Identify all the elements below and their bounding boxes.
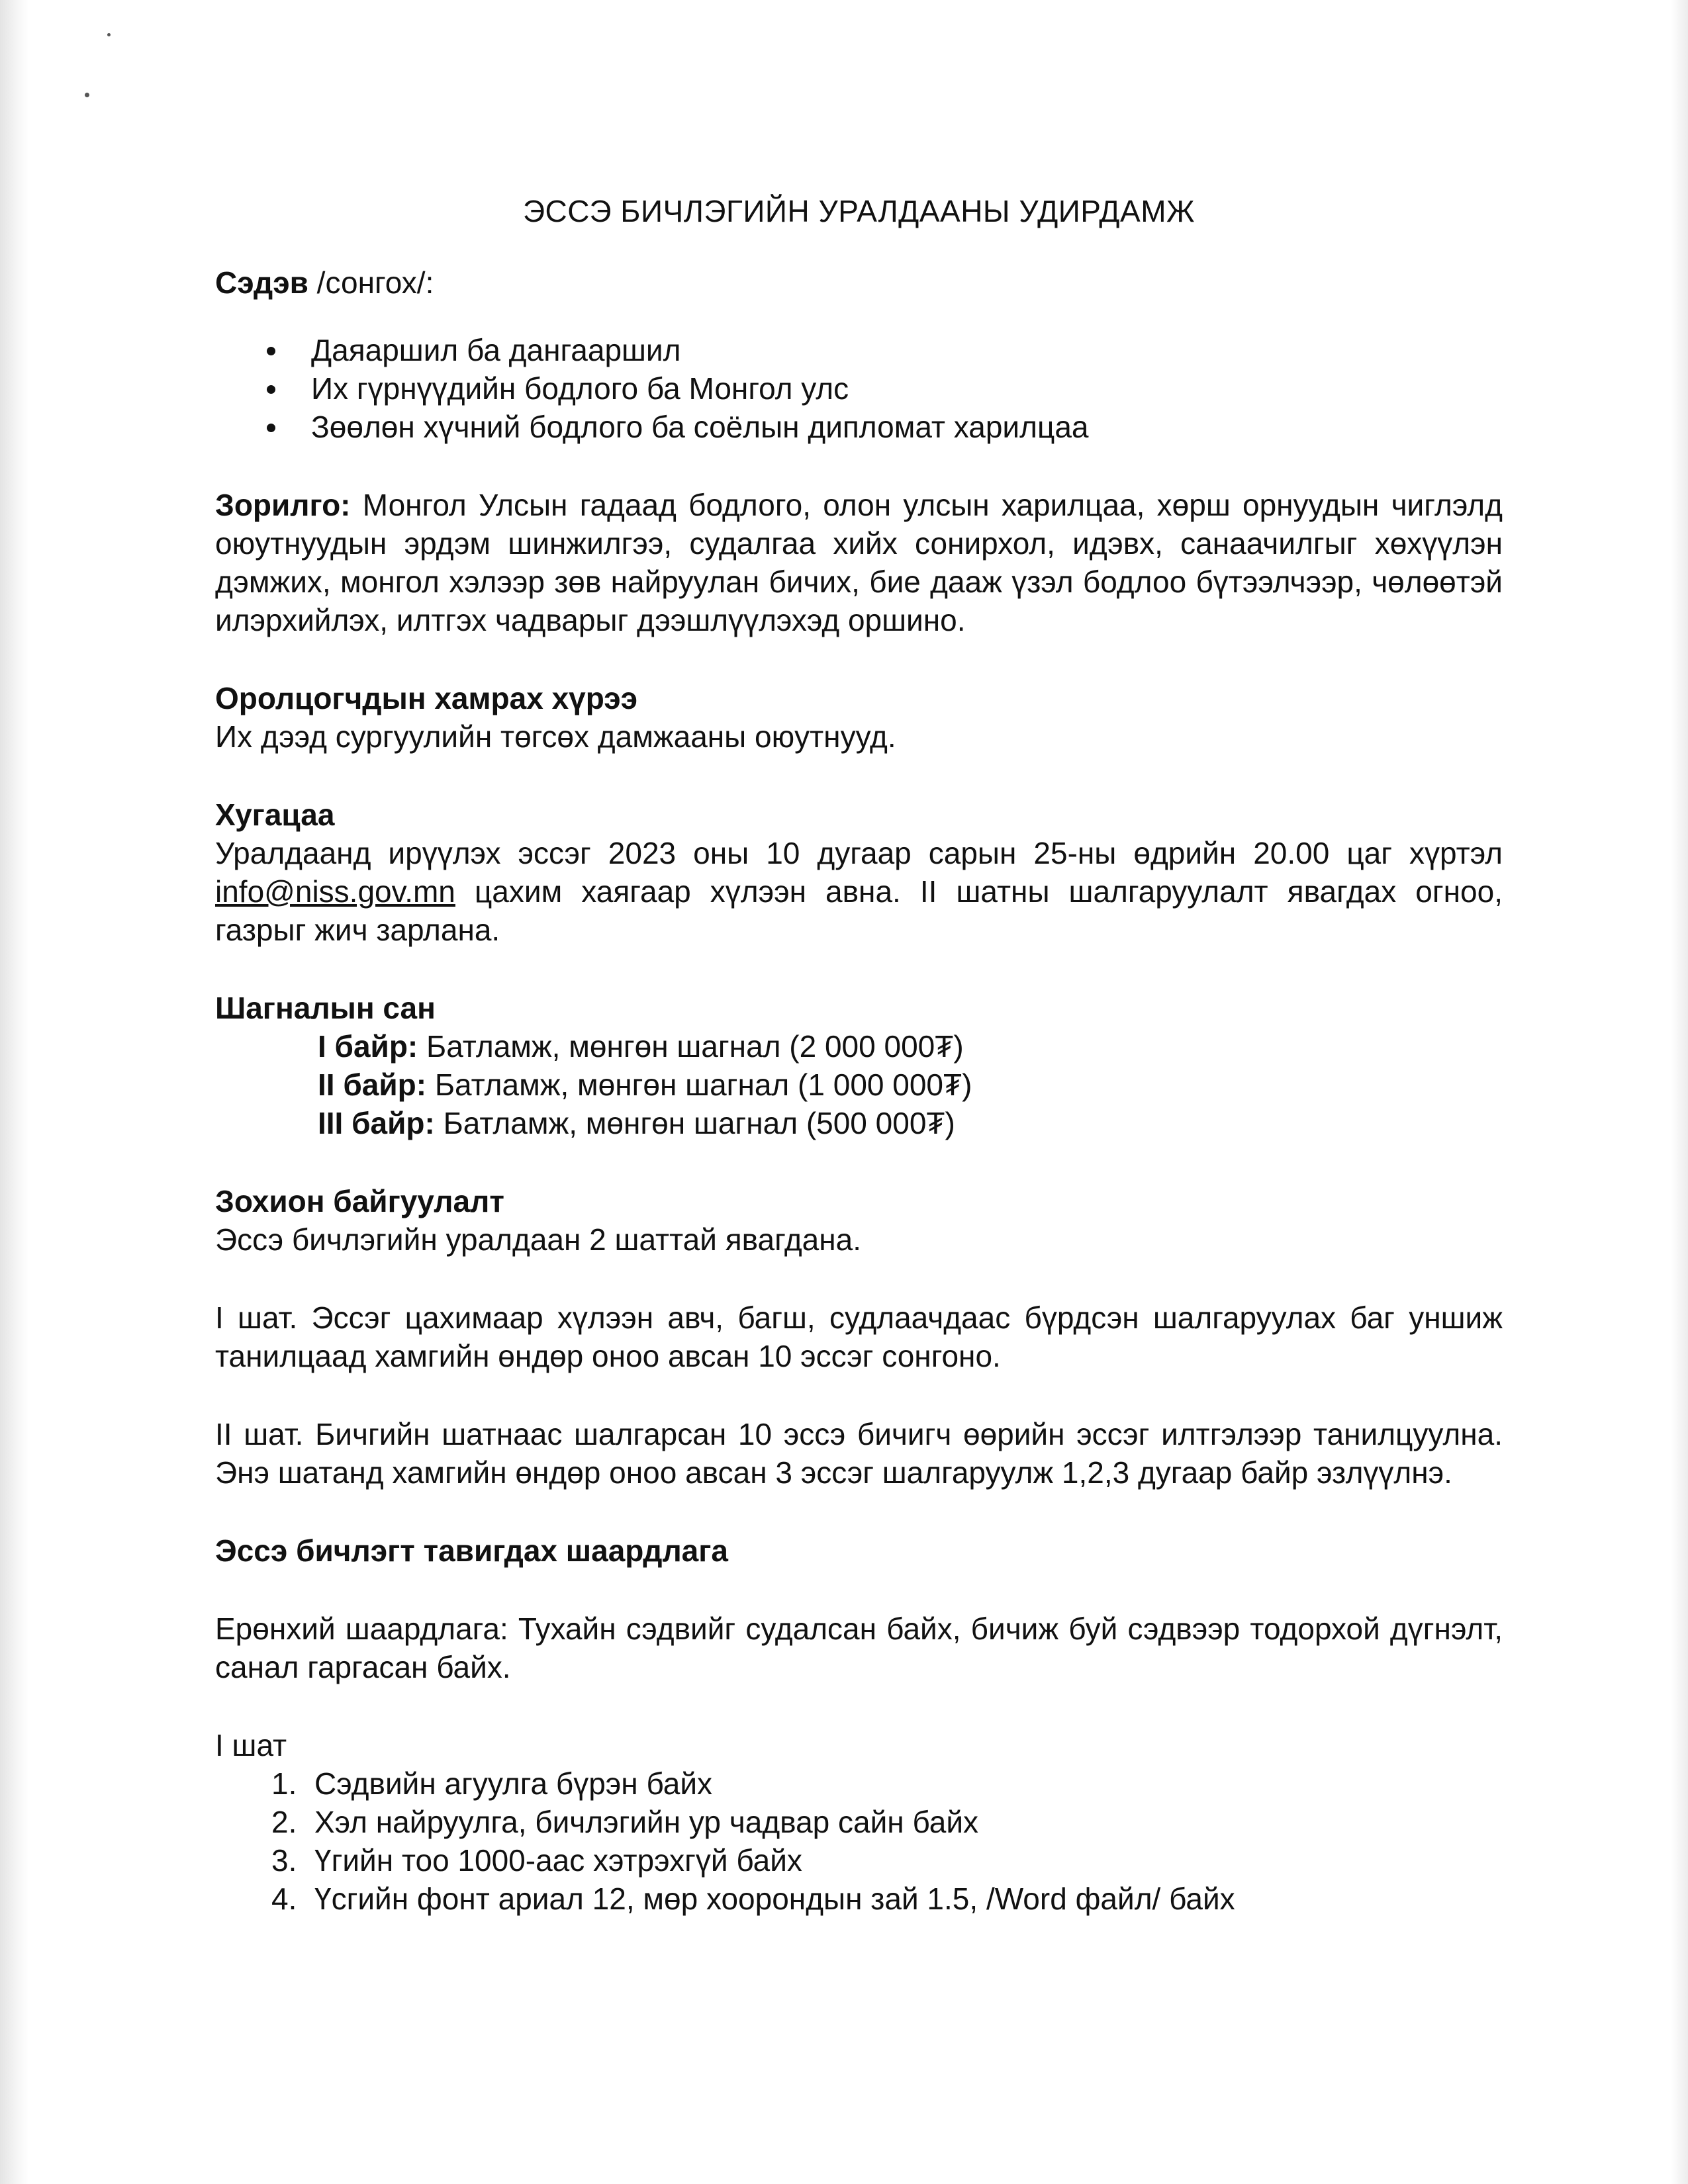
topic-item: Их гүрнүүдийн бодлого ба Монгол улс <box>215 369 1503 408</box>
requirement-text: Хэл найруулга, бичлэгийн ур чадвар сайн байх <box>314 1805 979 1839</box>
requirement-number: 2. <box>271 1805 297 1839</box>
scan-speck <box>107 33 111 36</box>
deadline-section <box>215 796 1503 949</box>
requirement-text: Үсгийн фонт ариал 12, мөр хоорондын зай 1.5, /Word файл/ байх <box>314 1882 1235 1916</box>
prize-list <box>215 1027 1503 1142</box>
prizes-section <box>215 989 1503 1142</box>
prize-desc: Батламж, мөнгөн шагнал (500 000₮) <box>434 1106 955 1140</box>
goal-label: Зорилго: <box>215 488 351 522</box>
requirement-item <box>215 1764 1503 1803</box>
document-title: ЭССЭ БИЧЛЭГИЙН УРАЛДААНЫ УДИРДАМЖ <box>522 194 1196 228</box>
scan-shadow-right <box>1671 0 1688 2184</box>
prize-row <box>318 1027 1503 1066</box>
topic-suffix: /сонгох/: <box>308 265 434 300</box>
topic-item: Зөөлөн хүчний бодлого ба соёлын дипломат харилцаа <box>215 408 1503 446</box>
email-link[interactable]: info@niss.gov.mn <box>215 874 455 909</box>
requirement-text: Үгийн тоо 1000-аас хэтрэхгүй байх <box>314 1843 802 1878</box>
prizes-heading: Шагналын сан <box>215 991 436 1025</box>
requirements-section <box>215 1531 1503 1918</box>
prize-place: II байр: <box>318 1068 427 1102</box>
document-content <box>215 192 1503 1918</box>
requirement-item <box>215 1803 1503 1841</box>
requirement-number: 4. <box>271 1882 297 1916</box>
stage2-text: II шат. Бичгийн шатнаас шалгарсан 10 эссэ бичигч өөрийн эссэг илтгэлээр танилцуулна. Энэ шатанд хамгийн өндөр оноо авсан 3 эссэг шалгаруулж 1,2,3 дугаар байр эзлүүлнэ. <box>215 1417 1503 1490</box>
requirements-general: Ерөнхий шаардлага: Тухайн сэдвийг судалсан байх, бичиж буй сэдвээр тодорхой дүгнэлт, санал гаргасан байх. <box>215 1612 1503 1684</box>
requirement-number: 1. <box>271 1766 297 1801</box>
prize-place: I байр: <box>318 1029 418 1064</box>
requirements-heading: Эссэ бичлэгт тавигдах шаардлага <box>215 1533 728 1568</box>
deadline-text-before: Уралдаанд ирүүлэх эссэг 2023 оны 10 дугаар сарын 25-ны өдрийн 20.00 цаг хүртэл <box>215 836 1503 870</box>
prize-row <box>318 1104 1503 1142</box>
organization-heading: Зохион байгуулалт <box>215 1184 504 1218</box>
participants-text: Их дээд сургуулийн төгсөх дамжааны оюутнууд. <box>215 719 896 754</box>
goal-paragraph <box>215 486 1503 639</box>
participants-heading: Оролцогчдын хамрах хүрээ <box>215 681 638 715</box>
topic-list <box>215 331 1503 446</box>
participants-section <box>215 679 1503 756</box>
prize-desc: Батламж, мөнгөн шагнал (2 000 000₮) <box>418 1029 964 1064</box>
topic-item: Даяаршил ба дангааршил <box>215 331 1503 369</box>
requirement-item <box>215 1841 1503 1880</box>
requirements-list <box>215 1764 1503 1918</box>
scan-shadow-left <box>0 0 29 2184</box>
prize-desc: Батламж, мөнгөн шагнал (1 000 000₮) <box>426 1068 972 1102</box>
topic-label: Сэдэв <box>215 265 308 300</box>
deadline-text-after: цахим хаягаар хүлээн авна. II шатны шалгаруулалт явагдах огноо, газрыг жич зарлана. <box>215 874 1503 947</box>
prize-row <box>318 1066 1503 1104</box>
topic-line <box>215 263 1503 302</box>
stage1-text: I шат. Эссэг цахимаар хүлээн авч, багш, судлаачдаас бүрдсэн шалгаруулах баг уншиж танилцаад хамгийн өндөр оноо авсан 10 эссэг сонгоно. <box>215 1300 1503 1373</box>
prize-place: III байр: <box>318 1106 435 1140</box>
requirements-stage-label: I шат <box>215 1728 287 1762</box>
deadline-text <box>215 834 1503 949</box>
requirement-text: Сэдвийн агуулга бүрэн байх <box>314 1766 713 1801</box>
deadline-heading: Хугацаа <box>215 797 335 832</box>
scan-speck <box>85 93 89 97</box>
requirement-item <box>215 1880 1503 1918</box>
organization-intro: Эссэ бичлэгийн уралдаан 2 шаттай явагдана. <box>215 1222 862 1257</box>
requirement-number: 3. <box>271 1843 297 1878</box>
goal-text: Монгол Улсын гадаад бодлого, олон улсын харилцаа, хөрш орнуудын чиглэлд оюутнуудын эрдэм шинжилгээ, судалгаа хийх сонирхол, идэвх, санаачилгыг хөхүүлэн дэмжих, монгол хэлээр зөв найруулан бичих, бие дааж үзэл бодлоо бүтээлчээр, чөлөөтэй илэрхийлэх, илтгэх чадварыг дээшлүүлэхэд оршино. <box>215 488 1503 637</box>
organization-section <box>215 1182 1503 1492</box>
